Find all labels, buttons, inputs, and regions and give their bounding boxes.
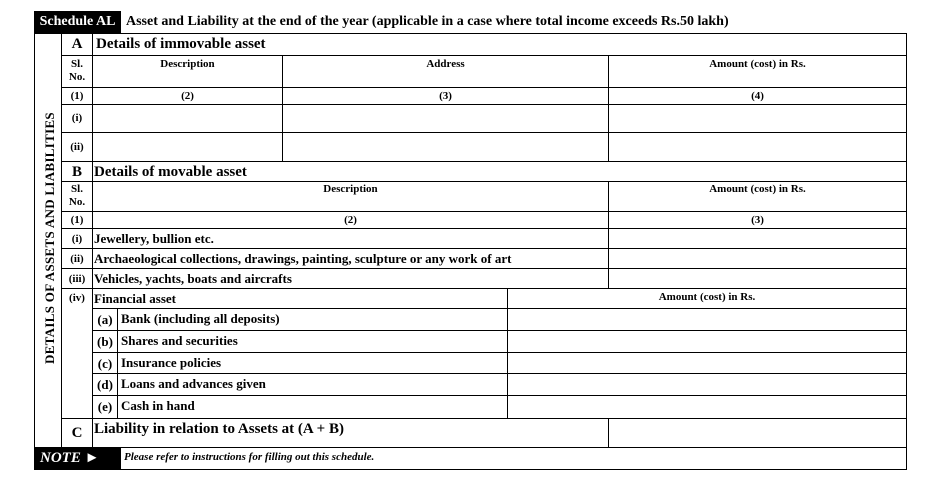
section-a-amount-header: Amount (cost) in Rs. <box>709 58 806 70</box>
section-b-row-2-sl: (ii) <box>70 253 84 265</box>
section-b-sl-header: Sl. <box>71 183 83 195</box>
section-b-no-header: No. <box>68 196 86 208</box>
section-a-col-2: (2) <box>181 90 194 102</box>
section-b-row-2-amount[interactable] <box>609 249 906 268</box>
financial-asset-label: Financial asset <box>94 291 176 306</box>
schedule-title: Asset and Liability at the end of the year (applicable in a case where total income exceeds Rs.50 lakh) <box>126 14 729 29</box>
section-b-row-3-label: Vehicles, yachts, boats and aircrafts <box>94 271 292 286</box>
financial-item-b-amount[interactable] <box>508 331 906 352</box>
side-label: DETAILS OF ASSETS AND LIABILITIES <box>42 112 57 364</box>
financial-item-d-label: Loans and advances given <box>121 376 266 391</box>
financial-item-c-sl: (c) <box>97 356 113 371</box>
frame-left-line <box>34 33 35 470</box>
section-b-col-1: (1) <box>70 214 84 226</box>
note-text: Please refer to instructions for filling out this schedule. <box>124 451 375 463</box>
section-b-col-2: (2) <box>344 214 357 226</box>
financial-item-d-amount[interactable] <box>508 374 906 395</box>
section-c-title: Liability in relation to Assets at (A + B) <box>94 421 344 437</box>
financial-item-b-label: Shares and securities <box>121 333 238 348</box>
financial-item-c-label: Insurance policies <box>121 355 222 370</box>
financial-item-a-label: Bank (including all deposits) <box>121 311 280 326</box>
section-a-sl-header: Sl. <box>71 58 83 70</box>
section-c-letter: C <box>71 425 83 441</box>
financial-asset-amount-header: Amount (cost) in Rs. <box>658 291 756 303</box>
section-b-description-header: Description <box>323 183 378 195</box>
frame-top-line <box>34 33 907 34</box>
section-a-col-3: (3) <box>439 90 452 102</box>
financial-item-e-label: Cash in hand <box>121 398 195 413</box>
section-b-col-3: (3) <box>751 214 764 226</box>
financial-item-e-amount[interactable] <box>508 396 906 418</box>
section-b-row-1-amount[interactable] <box>609 229 906 248</box>
section-a-col-1: (1) <box>70 90 84 102</box>
section-b-row-3-amount[interactable] <box>609 269 906 288</box>
financial-item-d-sl: (d) <box>97 377 113 392</box>
section-b-letter: B <box>71 164 82 180</box>
financial-item-e-sl: (e) <box>97 399 113 414</box>
financial-item-c-amount[interactable] <box>508 353 906 373</box>
section-a-row-1-address[interactable] <box>283 105 608 132</box>
section-a-row-1-description[interactable] <box>93 105 282 132</box>
section-a-row-1-sl: (i) <box>71 112 83 124</box>
financial-asset-sl: (iv) <box>69 292 85 304</box>
financial-item-b-sl: (b) <box>97 334 113 349</box>
section-a-row-2-description[interactable] <box>93 133 282 161</box>
section-b-title: Details of movable asset <box>94 164 247 180</box>
frame-right-line <box>906 33 907 470</box>
section-a-row-2-sl: (ii) <box>70 141 84 153</box>
section-b-row-2-label: Archaeological collections, drawings, painting, sculpture or any work of art <box>94 251 512 266</box>
section-b-amount-header: Amount (cost) in Rs. <box>709 183 806 195</box>
section-b-row-1-label: Jewellery, bullion etc. <box>94 231 214 246</box>
section-a-description-header: Description <box>160 58 215 70</box>
section-a-address-header: Address <box>426 58 465 70</box>
section-c-amount[interactable] <box>609 419 906 447</box>
section-b-row-3-sl: (iii) <box>68 273 86 285</box>
section-a-title: Details of immovable asset <box>96 36 266 52</box>
note-label: NOTE ► <box>34 447 120 469</box>
section-a-col-4: (4) <box>751 90 764 102</box>
section-a-row-2-amount[interactable] <box>609 133 906 161</box>
financial-item-a-sl: (a) <box>97 312 113 327</box>
schedule-label: Schedule AL <box>34 11 121 33</box>
frame-bottom-line <box>34 469 907 470</box>
section-a-row-1-amount[interactable] <box>609 105 906 132</box>
section-a-row-2-address[interactable] <box>283 133 608 161</box>
section-a-letter: A <box>71 36 83 52</box>
financial-item-a-amount[interactable] <box>508 309 906 330</box>
section-a-no-header: No. <box>68 71 86 83</box>
section-b-row-1-sl: (i) <box>71 233 83 245</box>
